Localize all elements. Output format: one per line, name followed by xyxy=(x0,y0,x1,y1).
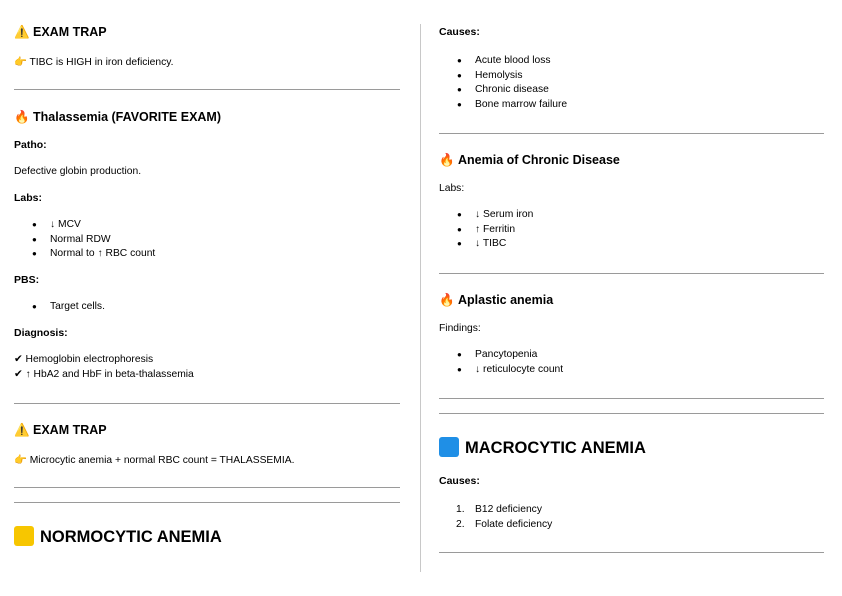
pointing-hand-icon: 👉 xyxy=(14,57,27,68)
column-divider xyxy=(420,24,421,572)
acd-title: Anemia of Chronic Disease xyxy=(458,153,620,167)
aplastic-heading xyxy=(439,293,553,308)
list-item: ● ↓ Serum iron xyxy=(439,208,533,223)
divider xyxy=(14,502,400,503)
list-item: ● Acute blood loss xyxy=(439,54,567,69)
list-item: ● Hemolysis xyxy=(439,69,567,84)
diagnosis-label: Diagnosis: xyxy=(14,327,68,339)
divider xyxy=(439,273,824,274)
diagnosis-item: ✔ Hemoglobin electrophoresis xyxy=(14,354,154,365)
fire-icon: 🔥 xyxy=(439,293,455,307)
list-item: ● Normal RDW xyxy=(14,233,155,248)
exam-trap-text: 👉 Microcytic anemia + normal RBC count = THALASSEMIA. xyxy=(14,455,295,466)
thal-labs-list xyxy=(14,218,155,262)
exam-trap-heading xyxy=(14,25,107,40)
list-item: ● Bone marrow failure xyxy=(439,98,567,113)
acd-labs-list xyxy=(439,208,533,252)
macrocytic-causes-label: Causes: xyxy=(439,475,480,487)
thalassemia-heading xyxy=(14,110,221,125)
findings-label: Findings: xyxy=(439,323,481,334)
findings-list xyxy=(439,348,563,377)
list-item: ● Normal to ↑ RBC count xyxy=(14,247,155,262)
patho-text: Defective globin production. xyxy=(14,166,142,177)
blue-square-icon xyxy=(439,437,459,457)
pbs-label: PBS: xyxy=(14,274,40,286)
warning-icon: ⚠️ xyxy=(14,25,30,39)
list-item: ● ↓ reticulocyte count xyxy=(439,363,563,378)
exam-trap-title: EXAM TRAP xyxy=(33,423,107,437)
thalassemia-title: Thalassemia (FAVORITE EXAM) xyxy=(33,110,222,124)
divider xyxy=(14,487,400,488)
acd-labs-label: Labs: xyxy=(439,183,465,194)
patho-label: Patho: xyxy=(14,139,47,151)
causes-label: Causes: xyxy=(439,26,480,38)
exam-trap-title: EXAM TRAP xyxy=(33,25,107,39)
macrocytic-causes-list xyxy=(439,502,552,532)
fire-icon: 🔥 xyxy=(14,110,30,124)
list-item: ● ↓ TIBC xyxy=(439,237,533,252)
labs-label: Labs: xyxy=(14,192,43,204)
list-item: 2. Folate deficiency xyxy=(456,519,553,530)
checkmark-icon: ✔ xyxy=(14,354,23,365)
normocytic-title: NORMOCYTIC ANEMIA xyxy=(40,528,222,546)
list-item: ● ↑ Ferritin xyxy=(439,223,533,238)
causes-list xyxy=(439,54,567,112)
list-item: ● Target cells. xyxy=(14,300,105,315)
exam-trap-heading xyxy=(14,423,107,438)
list-item: ● Chronic disease xyxy=(439,83,567,98)
divider xyxy=(14,89,400,90)
list-item: 1. B12 deficiency xyxy=(456,504,542,515)
diagnosis-item: ✔ ↑ HbA2 and HbF in beta-thalassemia xyxy=(14,369,194,380)
pbs-list xyxy=(14,300,105,315)
list-item: ● ↓ MCV xyxy=(14,218,155,233)
checkmark-icon: ✔ xyxy=(14,369,23,380)
warning-icon: ⚠️ xyxy=(14,423,30,437)
list-item: ● Pancytopenia xyxy=(439,348,563,363)
yellow-square-icon xyxy=(14,526,34,546)
macrocytic-heading xyxy=(439,437,646,458)
divider xyxy=(439,398,824,399)
normocytic-heading xyxy=(14,526,222,547)
pointing-hand-icon: 👉 xyxy=(14,455,27,466)
divider xyxy=(439,552,824,553)
exam-trap-text: 👉 TIBC is HIGH in iron deficiency. xyxy=(14,57,174,68)
divider xyxy=(439,133,824,134)
macrocytic-title: MACROCYTIC ANEMIA xyxy=(465,439,646,457)
acd-heading xyxy=(439,153,620,168)
aplastic-title: Aplastic anemia xyxy=(458,293,554,307)
fire-icon: 🔥 xyxy=(439,153,455,167)
divider xyxy=(14,403,400,404)
divider xyxy=(439,413,824,414)
